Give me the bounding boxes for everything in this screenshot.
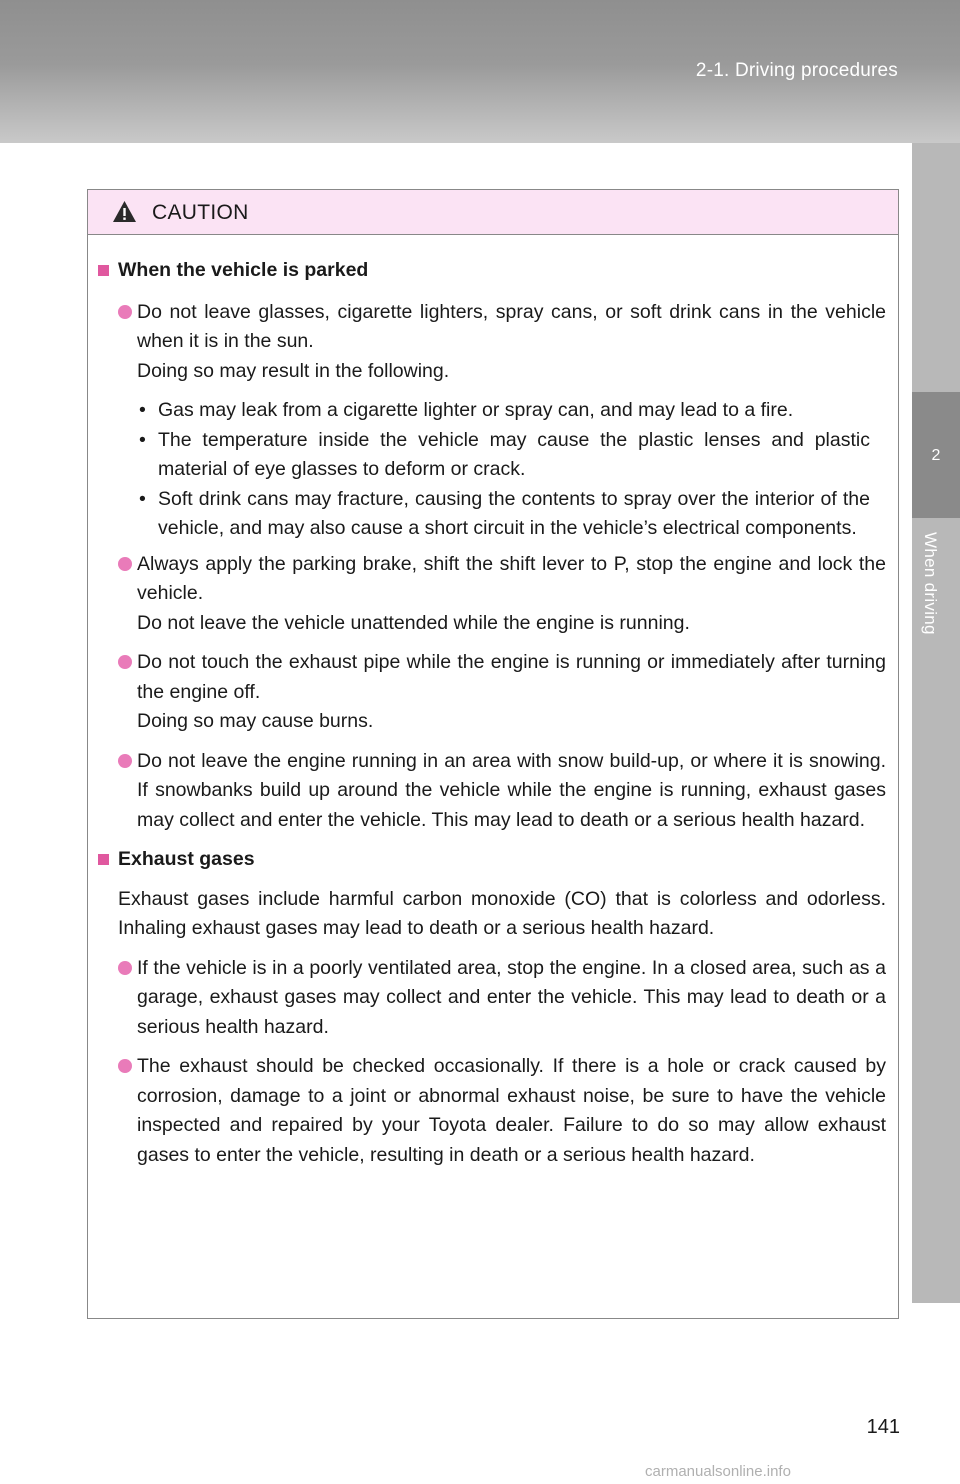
circle-bullet-icon [118,557,132,571]
bullet-text: Do not leave glasses, cigarette lighters, spray cans, or soft drink cans in the vehicle when it is in the sun. [137,300,886,352]
sub-list-item: • Gas may leak from a cigarette lighter or spray can, and may lead to a fire. [88,396,898,426]
list-item [88,954,898,1043]
section-heading: Exhaust gases [88,845,898,875]
caution-header [88,190,898,235]
bullet-text: Do not touch the exhaust pipe while the engine is running or immediately after turning the engine off. [137,651,886,703]
list-item [88,298,898,387]
circle-bullet-icon [118,655,132,669]
list-item [88,1052,898,1170]
bullet-text: Do not leave the engine running in an area with snow build-up, or where it is snowing. If snowbanks build up around the vehicle while the engine is running, exhaust gases may collect and enter the vehicle. This may lead to death or a serious health hazard. [137,749,886,831]
sub-bullet-mark: • [139,428,146,451]
caution-box [87,189,899,1319]
list-item [88,550,898,639]
sub-list-item: • The temperature inside the vehicle may cause the plastic lenses and plastic material of eye glasses to deform or crack. [88,426,898,485]
section-intro-text: Exhaust gases include harmful carbon monoxide (CO) that is colorless and odorless. Inhaling exhaust gases may lead to death or a serious health hazard. [118,887,886,939]
bullet-follow-text: Do not leave the vehicle unattended while the engine is running. [137,611,690,634]
bullet-follow-text: Doing so may result in the following. [137,359,450,382]
chapter-name: When driving [921,532,940,635]
chapter-number: 2 [931,447,941,464]
caution-content [88,234,898,1170]
page-number: 141 [866,1416,900,1438]
square-bullet-icon [98,854,109,865]
caution-label: CAUTION [152,201,249,224]
section-title: 2-1. Driving procedures [695,60,898,81]
circle-bullet-icon [118,1059,132,1073]
sub-list [88,396,898,544]
watermark: carmanualsonline.info [645,1463,791,1480]
page-header [0,0,960,143]
bullet-text: If the vehicle is in a poorly ventilated area, stop the engine. In a closed area, such as a garage, exhaust gases may collect and enter the vehicle. This may lead to death or a serious health hazard. [137,956,886,1038]
sub-bullet-mark: • [139,487,146,510]
list-item [88,747,898,836]
bullet-follow-text: Doing so may cause burns. [137,710,374,732]
section-heading: When the vehicle is parked [88,256,898,286]
chapter-side-tab [912,143,960,1303]
sub-list-item: • Soft drink cans may fracture, causing the contents to spray over the interior of the vehicle, and may also cause a short circuit in the vehicle’s electrical components. [88,485,898,544]
bullet-text: The exhaust should be checked occasionally. If there is a hole or crack caused by corrosion, damage to a joint or abnormal exhaust noise, be sure to have the vehicle inspected and repaired by your Toyota dealer. Failure to do so may allow exhaust gases to enter the vehicle, resulting in death or a serious health hazard. [137,1055,886,1166]
bullet-text: Always apply the parking brake, shift the shift lever to P, stop the engine and lock the vehicle. [137,552,886,604]
circle-bullet-icon [118,754,132,768]
circle-bullet-icon [118,961,132,975]
square-bullet-icon [98,265,109,276]
warning-icon [112,200,137,223]
sub-bullet-mark: • [139,399,146,421]
circle-bullet-icon [118,305,132,319]
list-item [88,648,898,737]
